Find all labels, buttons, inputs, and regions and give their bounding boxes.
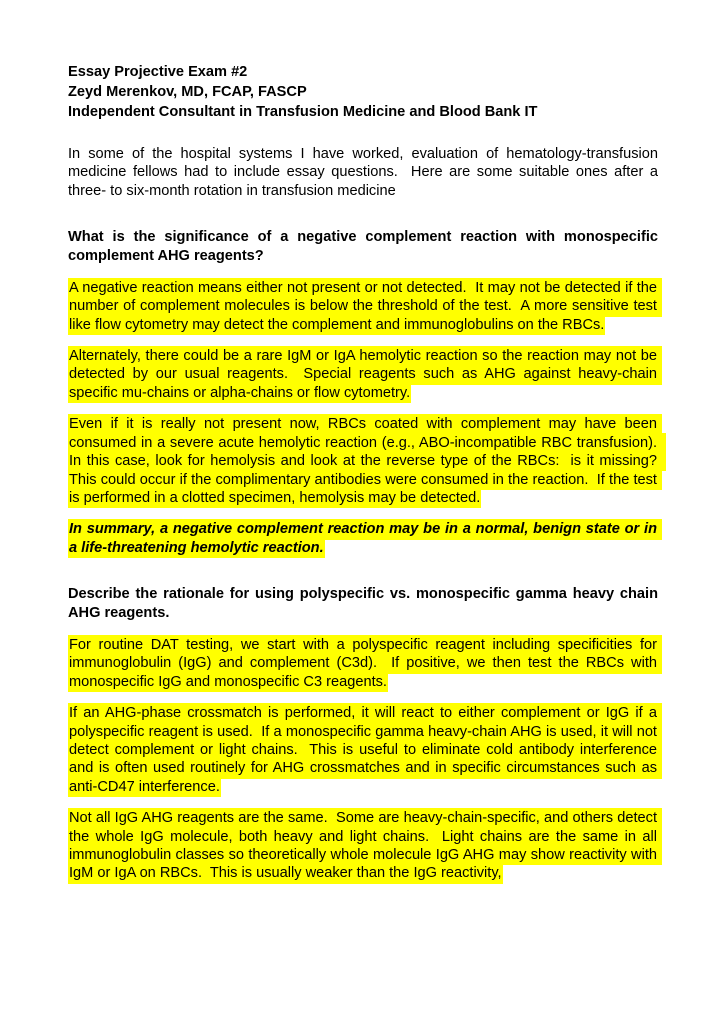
- answer-paragraph: [68, 415, 666, 507]
- document-header: [68, 62, 658, 122]
- document-author-role: Independent Consultant in Transfusion Medicine and Blood Bank IT: [68, 104, 538, 120]
- question-1-heading: What is the significance of a negative complement reaction with monospecific complement AHG reagents?: [68, 229, 663, 264]
- highlighted-answer-2-1: For routine DAT testing, we start with a polyspecific reagent including specificities for immunoglobulin (IgG) and complement (C3d). If positive, we then test the RBCs with monospecific IgG and monospecific C3 reagents.: [68, 635, 662, 692]
- document-title: Essay Projective Exam #2: [68, 64, 248, 80]
- answer-paragraph: [68, 636, 662, 691]
- summary-paragraph: [68, 521, 662, 558]
- highlighted-answer-1-2: Alternately, there could be a rare IgM or IgA hemolytic reaction so the reaction may not be detected by our usual reagents. Special reagents such as AHG against heavy-chain specific mu-chains or alpha-chains or flow cytometry.: [68, 346, 662, 403]
- highlighted-answer-2-2: If an AHG-phase crossmatch is performed, it will react to either complement or IgG if a polyspecific reagent is used. If a monospecific gamma heavy-chain AHG is used, it will not detect complement or light chains. This is useful to eliminate cold antibody interference and is often used routinely for AHG crossmatches and in specific circumstances such as anti-CD47 interference.: [68, 703, 662, 797]
- highlighted-summary-1: In summary, a negative complement reaction may be in a normal, benign state or in a life-threatening hemolytic reaction.: [68, 519, 662, 558]
- question-2-heading: Describe the rationale for using polyspecific vs. monospecific gamma heavy chain AHG reagents.: [68, 586, 662, 621]
- answer-paragraph: [68, 279, 662, 334]
- highlighted-answer-2-3: Not all IgG AHG reagents are the same. Some are heavy-chain-specific, and others detect the whole IgG molecule, both heavy and light chains. Light chains are the same in all immunoglobulin classes so theoretically whole molecule IgG AHG may show reactivity with IgM or IgA on RBCs. This is usually weaker than the IgG reactivity,: [68, 808, 662, 884]
- highlighted-answer-1-3: Even if it is really not present now, RBCs coated with complement may have been consumed in a severe acute hemolytic reaction (e.g., ABO-incompatible RBC transfusion). In this case, look for hemolysis and look at the reverse type of the RBCs: is it missing? This could occur if the complimentary antibodies were consumed in the reaction. If the test is performed in a clotted specimen, hemolysis may be detected.: [68, 414, 666, 508]
- answer-paragraph: [68, 809, 662, 883]
- answer-paragraph: [68, 347, 662, 402]
- intro-paragraph: In some of the hospital systems I have worked, evaluation of hematology-transfusion medicine fellows had to include essay questions. Here are some suitable ones after a three- to six-month rotation in transfusion medicine: [68, 146, 663, 199]
- highlighted-answer-1-1: A negative reaction means either not present or not detected. It may not be detected if the number of complement molecules is below the threshold of the test. A more sensitive test like flow cytometry may detect the complement and immunoglobulins on the RBCs.: [68, 278, 662, 335]
- answer-paragraph: [68, 704, 662, 796]
- document-author: Zeyd Merenkov, MD, FCAP, FASCP: [68, 84, 307, 100]
